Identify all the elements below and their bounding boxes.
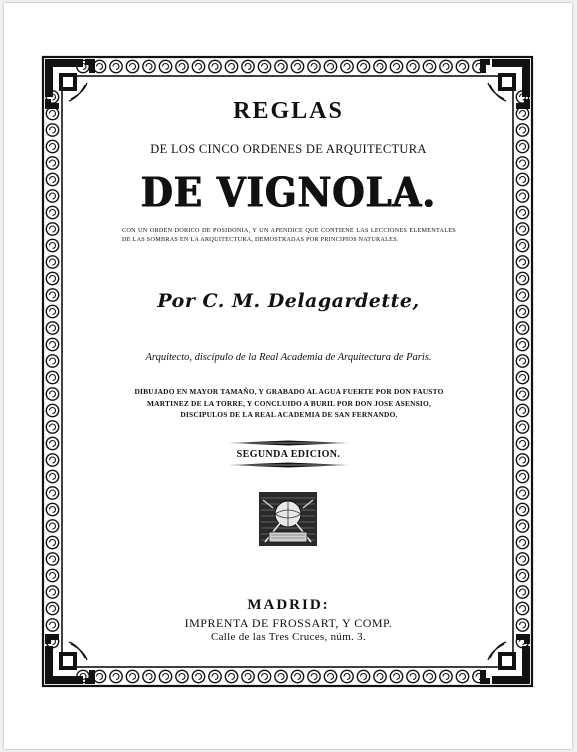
author-line: Por C. M. Delagardette,	[157, 290, 420, 312]
ornamental-rule-bottom	[228, 462, 349, 468]
author-role: Arquitecto, discípulo de la Real Academia de Arquitectura de Paris.	[145, 352, 432, 363]
printers-vignette-image	[257, 488, 319, 550]
ornamental-rule-top	[228, 440, 349, 446]
description-text: CON UN ORDEN DORICO DE POSIDONIA, Y UN APENDICE QUE CONTIENE LAS LECCIONES ELEMENTALES DE LAS SOMBRAS EN LA ARQUITECTURA, DEMOSTRADAS POR PRINCIPIOS NATURALES.	[122, 227, 456, 243]
heading-reglas: REGLAS	[233, 98, 344, 124]
printer-address: Calle de las Tres Cruces, núm. 3.	[210, 631, 367, 643]
edition-label: SEGUNDA EDICION.	[236, 449, 341, 460]
edition-block	[228, 440, 349, 468]
main-title: DE VIGNOLA.	[140, 167, 437, 217]
place-of-publication: MADRID:	[247, 597, 330, 613]
printer-name: IMPRENTA DE FROSSART, Y COMP.	[184, 616, 393, 630]
subtitle: DE LOS CINCO ORDENES DE ARQUITECTURA	[150, 142, 427, 156]
engraving-credit: DIBUJADO EN MAYOR TAMAÑO, Y GRABADO AL AGUA FUERTE POR DON FAUSTO MARTINEZ DE LA TORRE, Y CONCLUIDO A BURIL POR DON JOSE ASENSIO, DISCIPULOS DE LA REAL ACADEMIA DE SAN FERNANDO.	[134, 387, 444, 419]
